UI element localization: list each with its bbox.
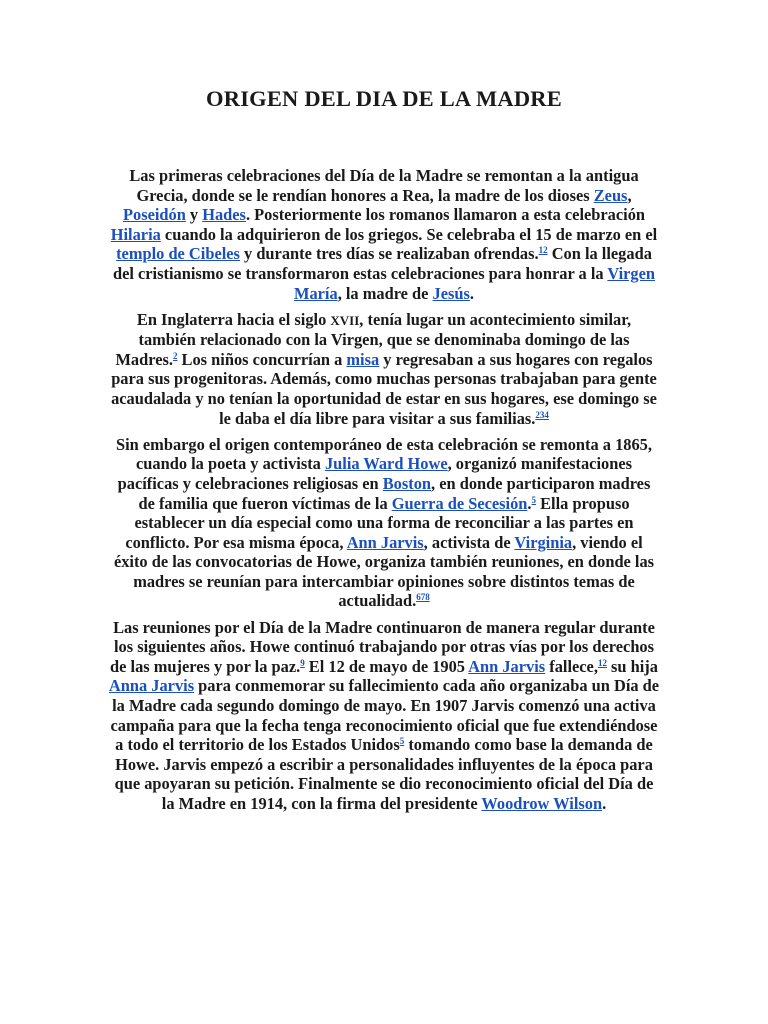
footnote-ref[interactable]: 5	[531, 494, 537, 505]
text: , organizó manifestaciones pacíficas y celebraciones religiosas en	[117, 454, 632, 493]
paragraph-3	[108, 435, 660, 611]
text: cuando la adquirieron de los griegos. Se celebraba el 15 de marzo en el	[160, 224, 658, 244]
footnote-ref[interactable]: 5	[399, 736, 405, 747]
text: , activista de	[423, 532, 515, 552]
text: ,	[627, 185, 632, 205]
link-ann-jarvis[interactable]: Ann Jarvis	[468, 656, 546, 676]
link-boston[interactable]: Boston	[382, 473, 432, 493]
text: En Inglaterra hacia el siglo	[136, 309, 331, 329]
text: .	[469, 283, 474, 303]
text: El 12 de mayo de 1905	[304, 656, 469, 676]
text: , la madre de	[337, 283, 433, 303]
text: . Posteriormente los romanos llamaron a esta celebración	[245, 205, 646, 225]
text: Sin embargo el origen contemporáneo de esta celebración se remonta a 1865, cuando la poeta y activista	[116, 434, 652, 474]
text: fallece,	[545, 656, 598, 676]
text: , tenía lugar un acontecimiento similar, también relacionado con la Virgen, que se denominaba domingo de las Madres.	[115, 309, 632, 369]
link-poseidon[interactable]: Poseidón	[122, 205, 186, 225]
footnote-ref[interactable]: 9	[300, 657, 305, 668]
text: para conmemorar su fallecimiento cada año organizaba un Día de la Madre cada segundo domingo de mayo. En 1907 Jarvis comenzó una activa campaña para que la fecha tenga reconocimiento oficial que fue extendiéndose a todo el territorio de los Estados Unidos	[110, 676, 660, 755]
paragraph-2	[108, 310, 660, 429]
text: y regresaban a sus hogares con regalos para sus progenitoras. Además, como muchas personas trabajaban para gente acaudalada y no tenían la oportunidad de estar en sus hogares, ese domingo se le daba el día libre para visitar a sus familias.	[111, 349, 657, 428]
link-julia-ward-howe[interactable]: Julia Ward Howe	[324, 454, 448, 474]
page-title: ORIGEN DEL DIA DE LA MADRE	[206, 86, 562, 111]
text: .	[527, 493, 532, 513]
text: Con la llegada del cristianismo se transformaron estas celebraciones para honrar a la	[112, 244, 652, 283]
text: , viendo el éxito de las convocatorias de Howe, organiza también reuniones, en donde las madres se reunían para intercambiar opiniones sobre distintos temas de actualidad.	[113, 532, 655, 611]
text: Ella propuso establecer un día especial como una forma de reconciliar a las partes en conflicto. Por esa misma época,	[125, 493, 634, 552]
document-body	[108, 166, 660, 820]
text: Los niños concurrían a	[177, 349, 347, 369]
link-zeus[interactable]: Zeus	[593, 185, 628, 205]
footnote-ref[interactable]: 234	[535, 409, 549, 420]
text: tomando como base la demanda de Howe. Jarvis empezó a escribir a personalidades influyentes de la época para que apoyaran su petición. Finalmente se dio reconocimiento oficial del Día de la Madre en 1914, con la firma del presidente	[114, 735, 654, 813]
text: Las reuniones por el Día de la Madre continuaron de manera regular durante los siguientes años. Howe continuó trabajando por otras vías por los derechos de las mujeres y por la paz.	[110, 617, 655, 676]
link-virgen-maria[interactable]: Virgen María	[293, 263, 656, 303]
link-anna-jarvis[interactable]: Anna Jarvis	[108, 676, 195, 696]
link-hades[interactable]: Hades	[202, 205, 246, 225]
century-numeral: XVII	[330, 312, 360, 328]
footnote-ref[interactable]: 678	[416, 592, 430, 603]
text: su hija	[606, 656, 658, 676]
text: y durante tres días se realizaban ofrendas.	[239, 244, 539, 264]
link-jesus[interactable]: Jesús	[432, 283, 470, 303]
text: Las primeras celebraciones del Día de la Madre se remontan a la antigua Grecia, donde se le rendían honores a Rea, la madre de los dioses	[129, 166, 639, 205]
text: y	[185, 205, 203, 225]
footnote-ref[interactable]: 12	[538, 245, 548, 256]
paragraph-4	[108, 618, 660, 814]
paragraph-1	[108, 166, 660, 303]
link-virginia[interactable]: Virginia	[514, 532, 573, 552]
link-woodrow-wilson[interactable]: Woodrow Wilson	[481, 793, 603, 813]
link-templo-de-cibeles[interactable]: templo de Cibeles	[116, 244, 240, 264]
link-ann-jarvis[interactable]: Ann Jarvis	[346, 532, 424, 552]
footnote-ref[interactable]: 12	[597, 657, 607, 668]
text: .	[602, 793, 607, 813]
link-misa[interactable]: misa	[346, 349, 380, 369]
text: , en donde participaron madres de familia que fueron víctimas de la	[138, 473, 651, 513]
footnote-ref[interactable]: 2	[172, 350, 178, 361]
link-guerra-de-secesion[interactable]: Guerra de Secesión	[391, 493, 528, 513]
link-hilaria[interactable]: Hilaria	[110, 224, 161, 244]
